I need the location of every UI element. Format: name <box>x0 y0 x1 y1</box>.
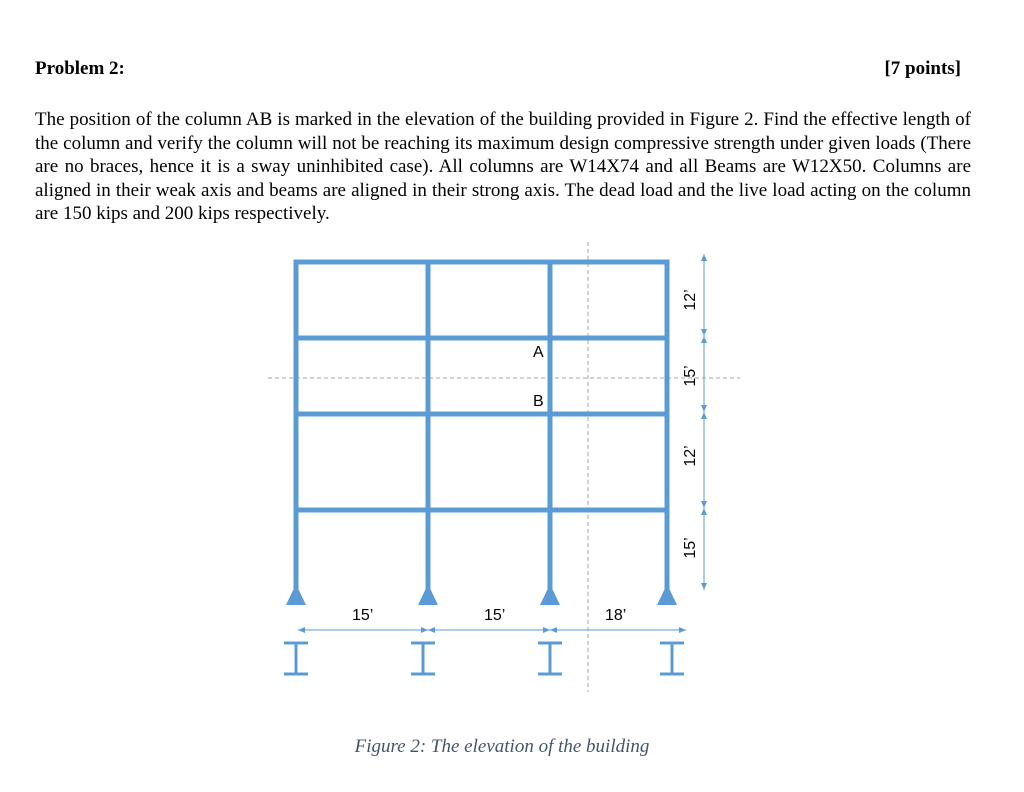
point-b-label: B <box>533 393 544 410</box>
problem-title: Problem 2: <box>35 58 125 79</box>
horizontal-dimension <box>298 627 686 633</box>
dim-arrow-2r <box>428 627 435 633</box>
dim-arrow-left <box>298 627 305 633</box>
i-section-icon-4 <box>660 643 684 674</box>
bay-width-3-label: 18’ <box>605 607 627 624</box>
story-height-1-label: 12’ <box>682 289 699 311</box>
vdim-arrow-top <box>701 254 707 261</box>
supports <box>286 584 677 605</box>
vdim-arrow-bottom <box>701 583 707 590</box>
vdim-arrow-1d <box>701 336 707 343</box>
vertical-dimension <box>701 254 707 590</box>
vdim-arrow-2u <box>701 405 707 412</box>
bay-width-2-label: 15’ <box>484 607 506 624</box>
vdim-arrow-3u <box>701 501 707 508</box>
vdim-arrow-3d <box>701 508 707 515</box>
dim-arrow-2l <box>421 627 428 633</box>
pin-support-1 <box>286 584 306 605</box>
figure-caption: Figure 2: The elevation of the building <box>354 736 650 757</box>
bay-width-1-label: 15’ <box>352 607 374 624</box>
problem-statement: The position of the column AB is marked in the elevation of the building provided in Figure 2. Find the effective length of the column and verify the column will not be reaching its maximum design compressive strength under given loads (There are no braces, hence it is a sway uninhibited case). All columns are W14X74 and all Beams are W12X50. Columns are aligned in their weak axis and beams are aligned in their strong axis. The dead load and the live load acting on the column are 150 kips and 200 kips respectively. <box>35 109 971 224</box>
pin-support-4 <box>657 584 677 605</box>
dim-arrow-3r <box>550 627 557 633</box>
i-section-symbols <box>284 643 684 674</box>
frame <box>294 262 670 590</box>
dim-arrow-3l <box>543 627 550 633</box>
i-section-icon-1 <box>284 643 308 674</box>
dim-arrow-right <box>679 627 686 633</box>
story-height-3-label: 12’ <box>682 445 699 467</box>
vdim-arrow-1u <box>701 329 707 336</box>
pin-support-2 <box>418 584 438 605</box>
pin-support-3 <box>540 584 560 605</box>
story-height-4-label: 15’ <box>682 537 699 559</box>
problem-points: [7 points] <box>884 58 961 79</box>
vdim-arrow-2d <box>701 412 707 419</box>
story-height-2-label: 15’ <box>682 365 699 387</box>
i-section-icon-2 <box>411 643 435 674</box>
i-section-icon-3 <box>538 643 562 674</box>
point-a-label: A <box>533 344 544 361</box>
